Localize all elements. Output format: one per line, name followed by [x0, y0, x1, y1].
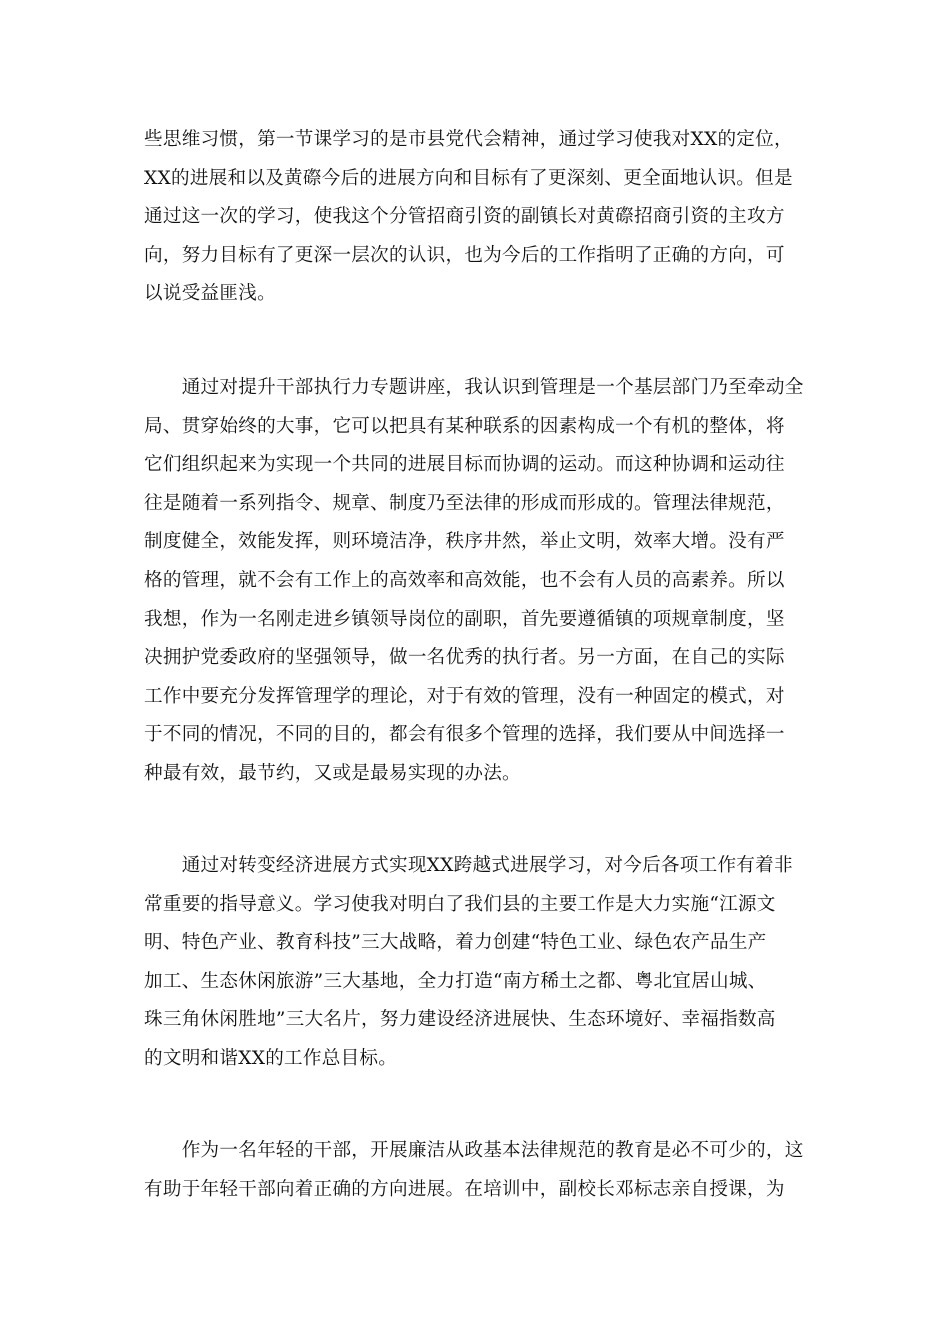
- text-line: 明、特色产业、教育科技”三大战略，着力创建“特色工业、绿色农产品生产: [144, 932, 767, 954]
- text-line: 工作中要充分发挥管理学的理论，对于有效的管理，没有一种固定的模式，对: [144, 685, 785, 707]
- text-line: 它们组织起来为实现一个共同的进展目标而协调的运动。而这种协调和运动往: [144, 454, 785, 476]
- text-line: 通过对转变经济进展方式实现XX跨越式进展学习，对今后各项工作有着非: [144, 855, 793, 876]
- text-line: 局、贯穿始终的大事，它可以把具有某种联系的因素构成一个有机的整体，将: [144, 415, 785, 437]
- text-line: 常重要的指导意义。学习使我对明白了我们县的主要工作是大力实施“江源文: [144, 893, 776, 915]
- paragraph-4: [144, 1132, 808, 1209]
- text-line: 制度健全，效能发挥，则环境洁净，秩序井然，举止文明，效率大增。没有严: [144, 531, 785, 553]
- text-line: 决拥护党委政府的坚强领导，做一名优秀的执行者。另一方面，在自己的实际: [144, 647, 785, 669]
- text-line: 往是随着一系列指令、规章、制度乃至法律的形成而形成的。管理法律规范，: [144, 492, 785, 514]
- paragraph-3: [144, 847, 808, 1079]
- text-line: 珠三角休闲胜地”三大名片，努力建设经济进展快、生态环境好、幸福指数高: [144, 1009, 776, 1031]
- paragraph-1: [144, 121, 808, 314]
- text-line: 通过对提升干部执行力专题讲座，我认识到管理是一个基层部门乃至牵动全: [144, 377, 804, 398]
- text-line: 作为一名年轻的干部，开展廉洁从政基本法律规范的教育是必不可少的，这: [144, 1140, 804, 1161]
- text-line: 格的管理，就不会有工作上的高效率和高效能，也不会有人员的高素养。所以: [144, 569, 785, 591]
- text-line: 些思维习惯，第一节课学习的是市县党代会精神，通过学习使我对XX的定位，: [144, 129, 793, 150]
- text-line: 向，努力目标有了更深一层次的认识，也为今后的工作指明了正确的方向，可: [144, 244, 785, 266]
- text-line: 加工、生态休闲旅游”三大基地，全力打造“南方稀土之都、粤北宜居山城、: [144, 970, 767, 992]
- text-line: 我想，作为一名刚走进乡镇领导岗位的副职，首先要遵循镇的项规章制度，坚: [144, 608, 785, 630]
- text-line: 以说受益匪浅。: [144, 283, 276, 305]
- text-line: 有助于年轻干部向着正确的方向进展。在培训中，副校长邓标志亲自授课，为: [144, 1178, 785, 1200]
- text-line: 的文明和谐XX的工作总目标。: [144, 1047, 398, 1069]
- paragraph-2: [144, 369, 808, 794]
- text-line: 于不同的情况，不同的目的，都会有很多个管理的选择，我们要从中间选择一: [144, 724, 785, 746]
- text-line: 通过这一次的学习，使我这个分管招商引资的副镇长对黄磜招商引资的主攻方: [144, 206, 785, 228]
- text-line: XX的进展和以及黄磜今后的进展方向和目标有了更深刻、更全面地认识。但是: [144, 167, 793, 189]
- text-line: 种最有效，最节约，又或是最易实现的办法。: [144, 762, 521, 784]
